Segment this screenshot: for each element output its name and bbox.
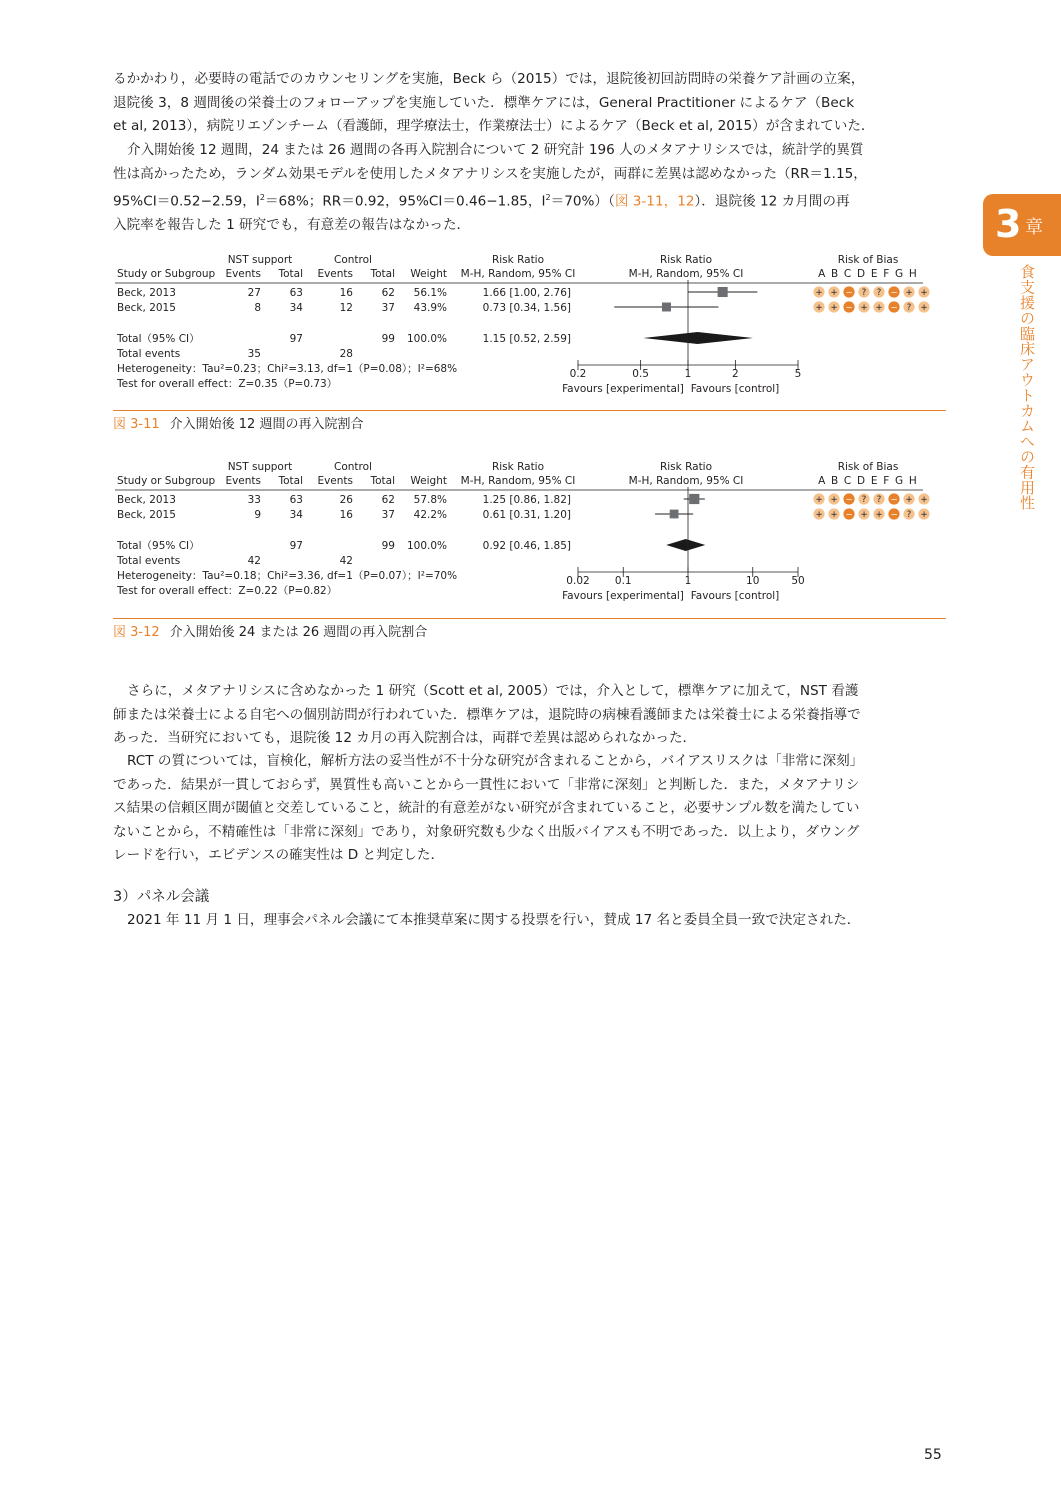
total-nst: 34 — [289, 509, 303, 521]
study-ci: 0.73 [0.34, 1.56] — [482, 302, 571, 314]
header-events: Events — [317, 475, 353, 487]
paragraph-4 — [113, 750, 946, 868]
bias-symbol: + — [815, 303, 823, 314]
effect-square — [689, 494, 699, 504]
header-total: Total — [278, 475, 303, 487]
para2-line: 介入開始後 12 週間，24 または 26 週間の各再入院割合について 2 研究計 196 人のメタアナリシスでは，統計学的異質 — [127, 142, 864, 158]
header-method-plot: M-H, Random, 95% CI — [628, 475, 744, 487]
heterogeneity-text: Heterogeneity：Tau²=0.23；Chi²=3.13, df=1（P=0.08）；I²=68% — [117, 363, 458, 375]
bias-symbol: − — [890, 303, 898, 314]
study-weight: 42.2% — [413, 509, 447, 521]
bias-symbol: ? — [876, 495, 882, 506]
bias-symbol: ? — [861, 495, 867, 506]
events-nst: 9 — [254, 509, 261, 521]
total-nst: 63 — [289, 494, 303, 506]
bias-symbol: ? — [861, 288, 867, 299]
header-total: Total — [370, 475, 395, 487]
bias-symbol: + — [830, 510, 838, 521]
total-label: Total（95% CI） — [117, 333, 200, 345]
events-nst: 27 — [247, 287, 261, 299]
figure-rule — [113, 618, 946, 619]
x-tick-label: 0.5 — [632, 368, 649, 380]
paragraph-3 — [113, 680, 946, 751]
x-tick-label: 0.1 — [614, 575, 632, 587]
bias-symbol: + — [905, 288, 913, 299]
bias-symbol: + — [830, 303, 838, 314]
x-tick-label: 2 — [732, 368, 739, 380]
header-risk-ratio-plot: Risk Ratio — [659, 461, 713, 473]
events-nst: 33 — [247, 494, 261, 506]
favours-experimental: Favours [experimental] — [562, 383, 684, 395]
total-label: Total（95% CI） — [117, 540, 200, 552]
header-nst-support: NST support — [227, 461, 293, 473]
bias-symbol: + — [860, 303, 868, 314]
x-tick-label: 5 — [794, 368, 802, 380]
bias-letters: A B C D E F G H — [818, 475, 918, 487]
chapter-number: 3 — [995, 202, 1022, 246]
x-tick-label: 1 — [684, 575, 692, 587]
heterogeneity-text: Heterogeneity：Tau²=0.18；Chi²=3.36, df=1（P=0.07）；I²=70% — [117, 570, 458, 582]
bias-symbol: + — [920, 288, 928, 299]
total-control: 62 — [381, 287, 395, 299]
total-weight: 100.0% — [406, 333, 447, 345]
bias-symbol: ? — [876, 288, 882, 299]
bias-symbol: + — [920, 510, 928, 521]
events-control: 26 — [339, 494, 353, 506]
para3-line: さらに，メタアナリシスに含めなかった 1 研究（Scott et al, 2005）では，介入として，標準ケアに加えて，NST 看護 — [127, 683, 859, 699]
total-control: 62 — [381, 494, 395, 506]
chapter-title-vertical: 食支援の臨床アウトカムへの有用性 — [1018, 264, 1036, 511]
paragraph-1 — [113, 68, 946, 139]
header-nst-support: NST support — [227, 254, 293, 266]
study-name: Beck, 2015 — [117, 302, 176, 314]
para2-line: 性は高かったため，ランダム効果モデルを使用したメタアナリシスを実施したが，両群に差異は認めなかった（RR＝1.15， — [113, 165, 867, 182]
bias-symbol: + — [815, 495, 823, 506]
header-method: M-H, Random, 95% CI — [460, 475, 576, 487]
figure-label: 図 3-12 — [113, 625, 160, 640]
overall-effect-text: Test for overall effect：Z=0.22（P=0.82） — [117, 585, 338, 597]
bias-symbol: − — [845, 495, 853, 506]
figure-reference-link[interactable]: 図 3-11，12 — [614, 193, 695, 210]
total-events-control: 28 — [339, 348, 353, 360]
bias-symbol: + — [815, 510, 823, 521]
study-name: Beck, 2013 — [117, 287, 176, 299]
pooled-diamond — [666, 539, 705, 551]
study-ci: 1.25 [0.86, 1.82] — [482, 494, 571, 506]
study-ci: 1.66 [1.00, 2.76] — [482, 287, 571, 299]
paragraph-5: 2021 年 11 月 1 日，理事会パネル会議にて本推奨草案に関する投票を行い，賛成 17 名と委員全員一致で決定された． — [127, 912, 861, 928]
bias-symbol: + — [830, 495, 838, 506]
events-control: 16 — [339, 287, 353, 299]
effect-square — [662, 303, 671, 312]
header-total: Total — [278, 268, 303, 280]
events-nst: 8 — [254, 302, 261, 314]
header-risk-of-bias: Risk of Bias — [837, 461, 899, 473]
bias-symbol: + — [920, 495, 928, 506]
figure-label: 図 3-11 — [113, 417, 160, 432]
events-control: 12 — [339, 302, 353, 314]
bias-symbol: + — [875, 510, 883, 521]
study-weight: 57.8% — [413, 494, 447, 506]
header-events: Events — [225, 475, 261, 487]
header-events: Events — [225, 268, 261, 280]
study-name: Beck, 2013 — [117, 494, 176, 506]
x-tick-label: 10 — [746, 575, 760, 587]
header-method-plot: M-H, Random, 95% CI — [628, 268, 744, 280]
bias-symbol: + — [875, 303, 883, 314]
header-method: M-H, Random, 95% CI — [460, 268, 576, 280]
favours-experimental: Favours [experimental] — [562, 590, 684, 602]
figure-rule — [113, 410, 946, 411]
para3-line: あった．当研究においても，退院後 12 カ月の再入院割合は，両群で差異は認められなかった． — [113, 730, 697, 747]
study-weight: 43.9% — [413, 302, 447, 314]
figure-caption-3-11 — [113, 416, 363, 434]
total-nst: 97 — [289, 333, 303, 345]
total-events-label: Total events — [117, 555, 181, 567]
figure-caption-3-12 — [113, 624, 427, 642]
total-ci: 1.15 [0.52, 2.59] — [482, 333, 571, 345]
forest-plot-3-12 — [113, 457, 946, 609]
bias-symbol: + — [920, 303, 928, 314]
total-events-nst: 42 — [247, 555, 261, 567]
bias-symbol: − — [890, 288, 898, 299]
effect-square — [718, 287, 728, 297]
para4-line: ないことから，不精確性は「非常に深刻」であり，対象研究数も少なく出版バイアスも不明であった．以上より，ダウング — [113, 823, 860, 840]
bias-symbol: ? — [906, 303, 912, 314]
para1-line: るかかわり，必要時の電話でのカウンセリングを実施，Beck ら（2015）では，退院後初回訪問時の栄養ケア計画の立案， — [113, 71, 865, 87]
total-weight: 100.0% — [406, 540, 447, 552]
para4-line: RCT の質については，盲検化，解析方法の妥当性が不十分な研究が含まれることから，バイアスリスクは「非常に深刻」 — [127, 753, 864, 769]
pooled-diamond — [643, 332, 753, 344]
para1-line: 退院後 3，8 週間後の栄養士のフォローアップを実施していた．標準ケアには，General Practitioner によるケア（Beck — [113, 94, 855, 111]
forest-plot-3-11 — [113, 250, 946, 400]
x-tick-label: 0.02 — [566, 575, 590, 587]
total-control: 99 — [381, 333, 395, 345]
total-nst: 34 — [289, 302, 303, 314]
bias-symbol: − — [890, 510, 898, 521]
page-number: 55 — [924, 1447, 942, 1463]
overall-effect-text: Test for overall effect：Z=0.35（P=0.73） — [117, 378, 338, 390]
header-study: Study or Subgroup — [117, 475, 216, 487]
favours-control: Favours [control] — [690, 590, 780, 602]
total-nst: 97 — [289, 540, 303, 552]
study-name: Beck, 2015 — [117, 509, 176, 521]
total-events-label: Total events — [117, 348, 181, 360]
bias-symbol: ? — [906, 510, 912, 521]
para1-line: et al, 2013），病院リエゾンチーム（看護師，理学療法士，作業療法士）によるケア（Beck et al, 2015）が含まれていた． — [113, 118, 875, 135]
x-tick-label: 0.2 — [569, 368, 587, 380]
total-control: 37 — [381, 302, 395, 314]
total-events-nst: 35 — [247, 348, 261, 360]
study-weight: 56.1% — [413, 287, 447, 299]
x-tick-label: 50 — [791, 575, 805, 587]
bias-symbol: + — [815, 288, 823, 299]
para4-line: ス結果の信頼区間が閾値と交差していること，統計的有意差がない研究が含まれていること，必要サンプル数を満たしてい — [113, 800, 860, 817]
bias-letters: A B C D E F G H — [818, 268, 918, 280]
bias-symbol: − — [890, 495, 898, 506]
header-weight: Weight — [410, 268, 447, 280]
header-weight: Weight — [410, 475, 447, 487]
bias-symbol: − — [845, 510, 853, 521]
header-risk-of-bias: Risk of Bias — [837, 254, 899, 266]
bias-symbol: − — [845, 288, 853, 299]
para2-line: 入院率を報告した 1 研究でも，有意差の報告はなかった． — [113, 217, 471, 234]
para3-line: 師または栄養士による自宅への個別訪問が行われていた．標準ケアは，退院時の病棟看護師または栄養士による栄養指導で — [113, 706, 861, 723]
header-risk-ratio: Risk Ratio — [491, 254, 545, 266]
total-control: 37 — [381, 509, 395, 521]
figure-caption-text: 介入開始後 24 または 26 週間の再入院割合 — [169, 625, 428, 640]
para4-line: であった．結果が一貫しておらず，異質性も高いことから一貫性において「非常に深刻」と判断した．また，メタアナリシ — [113, 776, 860, 793]
header-total: Total — [370, 268, 395, 280]
events-control: 16 — [339, 509, 353, 521]
header-control: Control — [334, 254, 372, 266]
total-nst: 63 — [289, 287, 303, 299]
bias-symbol: − — [845, 303, 853, 314]
chapter-tab — [983, 194, 1061, 256]
header-risk-ratio-plot: Risk Ratio — [659, 254, 713, 266]
header-study: Study or Subgroup — [117, 268, 216, 280]
header-events: Events — [317, 268, 353, 280]
section-heading: 3）パネル会議 — [113, 889, 210, 905]
paragraph-2 — [113, 139, 946, 238]
study-ci: 0.61 [0.31, 1.20] — [482, 509, 571, 521]
total-ci: 0.92 [0.46, 1.85] — [482, 540, 571, 552]
bias-symbol: + — [860, 510, 868, 521]
total-events-control: 42 — [339, 555, 353, 567]
figure-caption-text: 介入開始後 12 週間の再入院割合 — [169, 417, 364, 432]
para2-line: 95%CI＝0.52−2.59，$I^2=68\%$；RR＝0.92，95%CI＝0.46−1.85，$I^2=70\%$）（図 3-11，12）．退院後 12 カ月間の再 — [113, 193, 850, 210]
header-control: Control — [334, 461, 372, 473]
total-control: 99 — [381, 540, 395, 552]
bias-symbol: + — [830, 288, 838, 299]
header-risk-ratio: Risk Ratio — [491, 461, 545, 473]
x-tick-label: 1 — [684, 368, 692, 380]
bias-symbol: + — [905, 495, 913, 506]
chapter-suffix: 章 — [1025, 217, 1043, 238]
favours-control: Favours [control] — [690, 383, 780, 395]
para4-line: レードを行い，エビデンスの確実性は D と判定した． — [113, 847, 445, 864]
effect-square — [670, 510, 679, 519]
